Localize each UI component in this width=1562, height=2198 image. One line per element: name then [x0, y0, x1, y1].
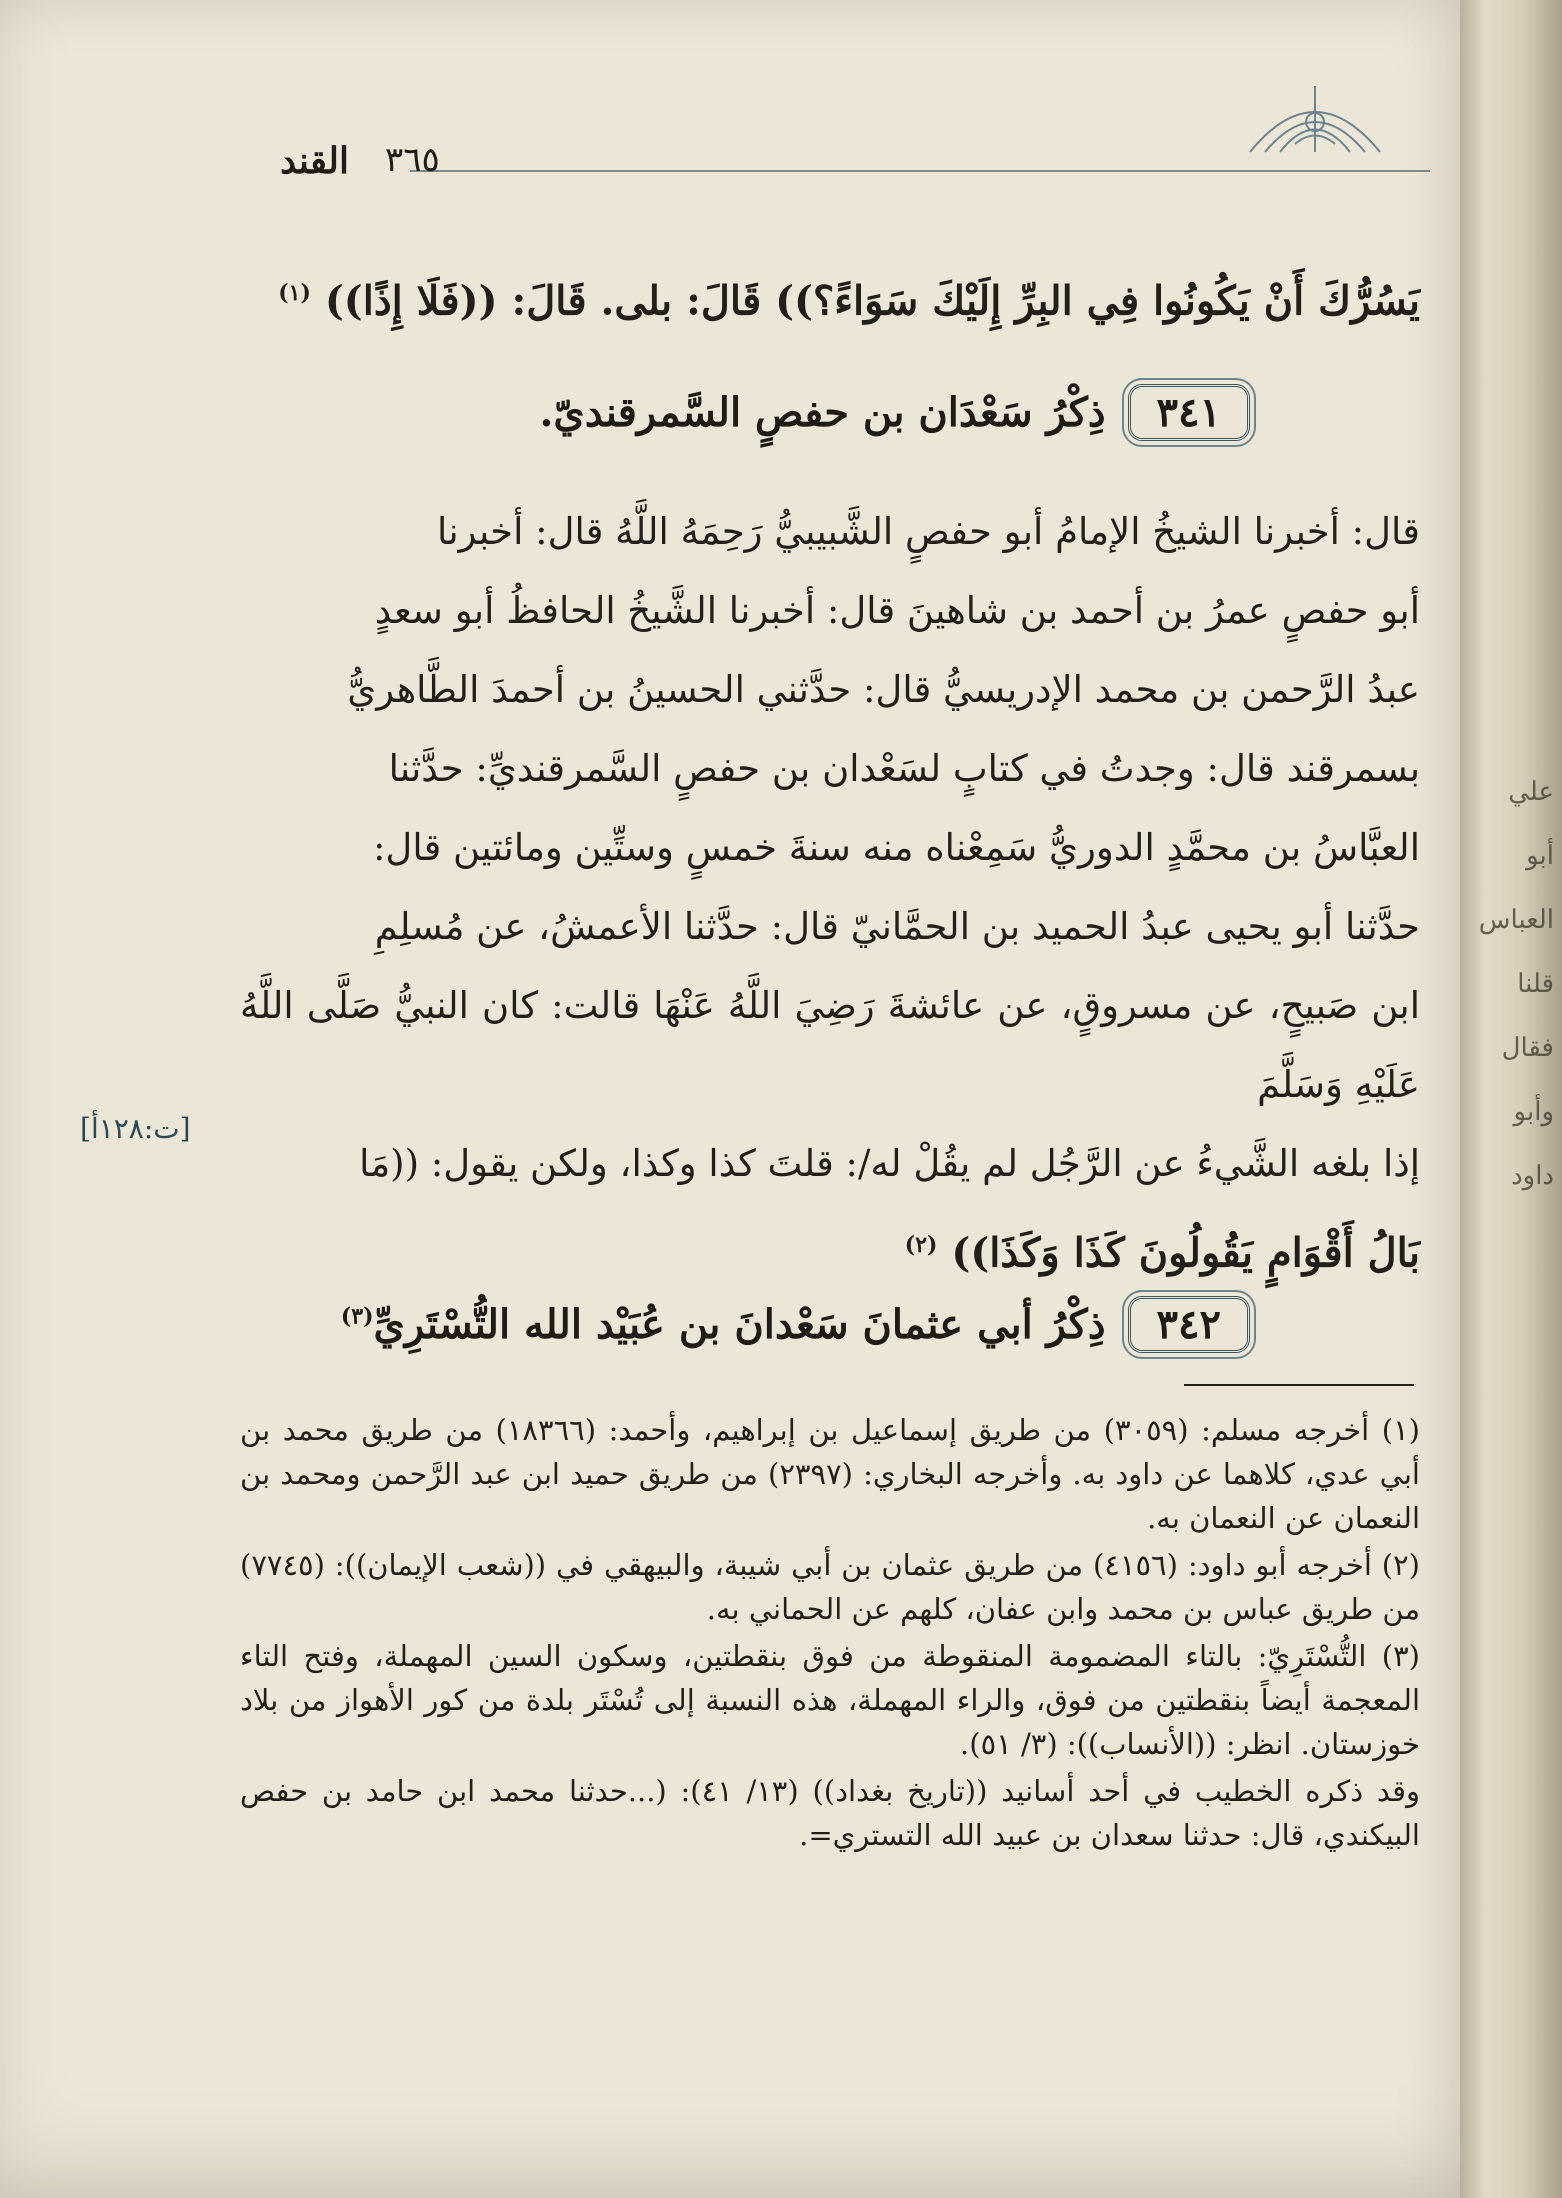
- footnote-ref: (١): [278, 280, 311, 306]
- verse-text: يَسُرُّكَ أَنْ يَكُونُوا فِي البِرِّ إِلَيْكَ سَوَاءً؟)) قَالَ: بلى. قَالَ: ((فَلَا إِذًا)): [324, 277, 1420, 325]
- adjacent-page-text: علي أبو العباس قلنا فقال وأبو داود: [1478, 777, 1554, 1191]
- text-line: ابن صَبيحٍ، عن مسروقٍ، عن عائشةَ رَضِيَ اللَّهُ عَنْهَا قالت: كان النبيُّ صَلَّى اللَّهُ عَلَيْهِ وَسَلَّمَ: [240, 984, 1420, 1106]
- entry-number-box: ٣٤١: [1128, 384, 1250, 441]
- entry-title: ذِكْرُ أبي عثمانَ سَعْدانَ بن عُبَيْد الله التُّسْتَرِيِّ$^{(٣)}$: [340, 1301, 1106, 1348]
- entry-341-body: [240, 492, 1420, 1295]
- page-number: ٣٦٥: [385, 140, 440, 180]
- opening-verse: [240, 258, 1420, 336]
- page-header: [240, 140, 1430, 200]
- footnote: وقد ذكره الخطيب في أحد أسانيد ((تاريخ بغداد)) (١٣/ ٤١): (...حدثنا محمد ابن حامد بن حفص البيكندي، قال: حدثنا سعدان بن عبيد الله التستري=.: [240, 1774, 1420, 1852]
- footnote-separator: [1184, 1384, 1414, 1386]
- entry-heading-342: [341, 1296, 1250, 1353]
- adjacent-page-edge: [1460, 0, 1562, 2198]
- footnotes: [240, 1408, 1420, 1860]
- header-rule: [410, 170, 1430, 172]
- text-line: العبَّاسُ بن محمَّدٍ الدوريُّ سَمِعْناه منه سنةَ خمسٍ وستِّين ومائتين قال:: [372, 826, 1420, 869]
- footnote-ref: (٢): [904, 1232, 938, 1258]
- footnote: (٣) التُّسْتَرِيّ: بالتاء المضمومة المنقوطة من فوق بنقطتين، وسكون السين المهملة، وفتح التاء المعجمة أيضاً بنقطتين من فوق، والراء المهملة، هذه النسبة إلى تُسْتَر بلدة من كور الأهواز من بلاد خوزستان. انظر: ((الأنساب)): (٣/ ٥١).: [240, 1639, 1420, 1761]
- footnote: (١) أخرجه مسلم: (٣٠٥٩) من طريق إسماعيل بن إبراهيم، وأحمد: (١٨٣٦٦) من طريق محمد بن أبي عدي، كلاهما عن داود به. وأخرجه البخاري: (٢٣٩٧) من طريق حميد ابن عبد الرَّحمن ومحمد بن النعمان عن النعمان به.: [240, 1413, 1420, 1535]
- text-line: أبو حفصٍ عمرُ بن أحمد بن شاهينَ قال: أخبرنا الشَّيخُ الحافظُ أبو سعدٍ: [374, 589, 1420, 632]
- verse-line: [240, 1203, 1420, 1295]
- running-title: القند: [280, 140, 349, 182]
- footnote-ref: (٣): [340, 1303, 374, 1330]
- text-line: حدَّثنا أبو يحيى عبدُ الحميد بن الحمَّانيّ قال: حدَّثنا الأعمشُ، عن مُسلِمِ: [374, 905, 1420, 948]
- entry-title: ذِكْرُ سَعْدَان بن حفصٍ السَّمرقنديّ.: [539, 389, 1106, 436]
- manuscript-folio-marker: [ت:١٢٨أ]: [80, 1112, 191, 1145]
- verse-text: بَالُ أَقْوَامٍ يَقُولُونَ كَذَا وَكَذَا)): [951, 1229, 1420, 1277]
- entry-number-box: ٣٤٢: [1128, 1296, 1250, 1353]
- text-line: إذا بلغه الشَّيءُ عن الرَّجُل لم يقُلْ له/: قلتَ كذا وكذا، ولكن يقول: ((مَا: [359, 1142, 1420, 1185]
- footnote: (٢) أخرجه أبو داود: (٤١٥٦) من طريق عثمان بن أبي شيبة، والبيهقي في ((شعب الإيمان)): (٧٧٤٥) من طريق عباس بن محمد وابن عفان، كلهم عن الحماني به.: [240, 1548, 1420, 1626]
- text-line: بسمرقند قال: وجدتُ في كتابٍ لسَعْدان بن حفصٍ السَّمرقنديِّ: حدَّثنا: [388, 747, 1420, 790]
- text-line: عبدُ الرَّحمن بن محمد الإدريسيُّ قال: حدَّثني الحسينُ بن أحمدَ الطَّاهريُّ: [347, 668, 1420, 711]
- floral-ornament-icon: [1240, 82, 1390, 162]
- text-line: قال: أخبرنا الشيخُ الإمامُ أبو حفصٍ الشَّبيبيُّ رَحِمَهُ اللَّهُ قال: أخبرنا: [437, 510, 1420, 553]
- entry-heading-341: [539, 384, 1250, 441]
